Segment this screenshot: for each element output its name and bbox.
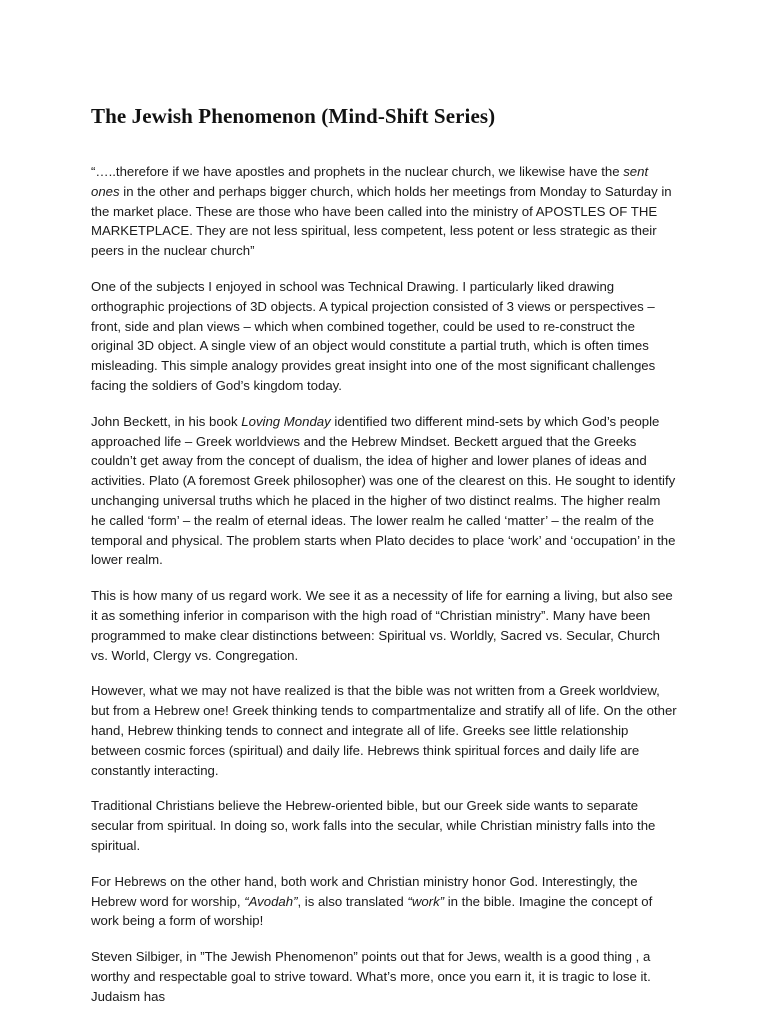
book-title-loving-monday: Loving Monday bbox=[241, 413, 331, 429]
paragraph-avodah bbox=[91, 872, 678, 931]
document-title: The Jewish Phenomenon (Mind-Shift Series) bbox=[91, 104, 496, 128]
quote-emphasis-sent-ones: sent ones bbox=[91, 164, 649, 199]
paragraph-quote bbox=[91, 162, 678, 261]
paragraph-traditional-christians: Traditional Christians believe the Hebrew-oriented bible, but our Greek side wants to separate secular from spiritual. In doing so, work falls into the secular, while Christian ministry falls into the spiritual. bbox=[91, 798, 656, 853]
word-work: “work” bbox=[407, 893, 445, 909]
quote-text-3: . They are not less spiritual, less competent, less potent or less strategic as their peers in the nuclear church” bbox=[91, 223, 657, 259]
avodah-text-2: , is also translated bbox=[297, 893, 408, 909]
paragraph-regard-work: This is how many of us regard work. We see it as a necessity of life for earning a living, but also see it as something inferior in comparison with the high road of “Christian ministry”. Many have been programmed to make clear distinctions between: Spiritual vs. Worldly, Sacred vs. Secular, Church vs. World, Clergy vs. Congregation. bbox=[91, 588, 673, 663]
word-avodah: “Avodah” bbox=[244, 893, 298, 909]
beckett-text-1: John Beckett, in his book bbox=[91, 413, 242, 429]
paragraph-hebrew-worldview: However, what we may not have realized is that the bible was not written from a Greek worldview, but from a Hebrew one! Greek thinking tends to compartmentalize and stratify all of life. On the other hand, Hebrew thinking tends to connect and integrate all of life. Greeks see little relationship between cosmic forces (spiritual) and daily life. Hebrews think spiritual forces and daily life are constantly interacting. bbox=[91, 683, 677, 778]
beckett-text-2: identified two different mind-sets by which God’s people approached life – Greek worldviews and the Hebrew Mindset. Beckett argued that the Greeks couldn’t get away from the concept of dualism, the idea of higher and lower planes of ideas and activities. Plato (A foremost Greek philosopher) was one of the clearest on this. He sought to identify unchanging universal truths which he placed in the higher of two distinct realms. The higher realm he called ‘form’ – the realm of eternal ideas. The lower realm he called ‘matter’ – the realm of the temporal and physical. The problem starts when Plato decides to place ‘work’ and ‘occupation’ in the lower realm. bbox=[91, 413, 676, 568]
avodah-text-1: For Hebrews on the other hand, both work and Christian ministry honor God. Interestingly, the Hebrew word for worship, bbox=[91, 873, 638, 909]
quote-text-2: in the other and perhaps bigger church, which holds her meetings from Monday to Saturday in the market place. These are those who have been called into the ministry of bbox=[91, 183, 672, 219]
quote-apostles-marketplace: APOSTLES OF THE MARKETPLACE bbox=[91, 203, 658, 239]
paragraph-silbiger: Steven Silbiger, in ”The Jewish Phenomenon” points out that for Jews, wealth is a good thing , a worthy and respectable goal to strive toward. What’s more, once you earn it, it is tragic to lose it. Judaism has bbox=[91, 949, 651, 1004]
quote-text-1: “…..therefore if we have apostles and prophets in the nuclear church, we likewise have the bbox=[91, 164, 624, 179]
avodah-text-3: in the bible. Imagine the concept of work being a form of worship! bbox=[91, 893, 653, 929]
paragraph-technical-drawing: One of the subjects I enjoyed in school was Technical Drawing. I particularly liked drawing orthographic projections of 3D objects. A typical projection consisted of 3 views or perspectives – front, side and plan views – which when combined together, could be used to re-construct the original 3D object. A single view of an object would constitute a partial truth, which is often times misleading. This simple analogy provides great insight into one of the most significant challenges facing the soldiers of God’s kingdom today. bbox=[91, 278, 656, 393]
paragraph-beckett bbox=[91, 412, 678, 570]
